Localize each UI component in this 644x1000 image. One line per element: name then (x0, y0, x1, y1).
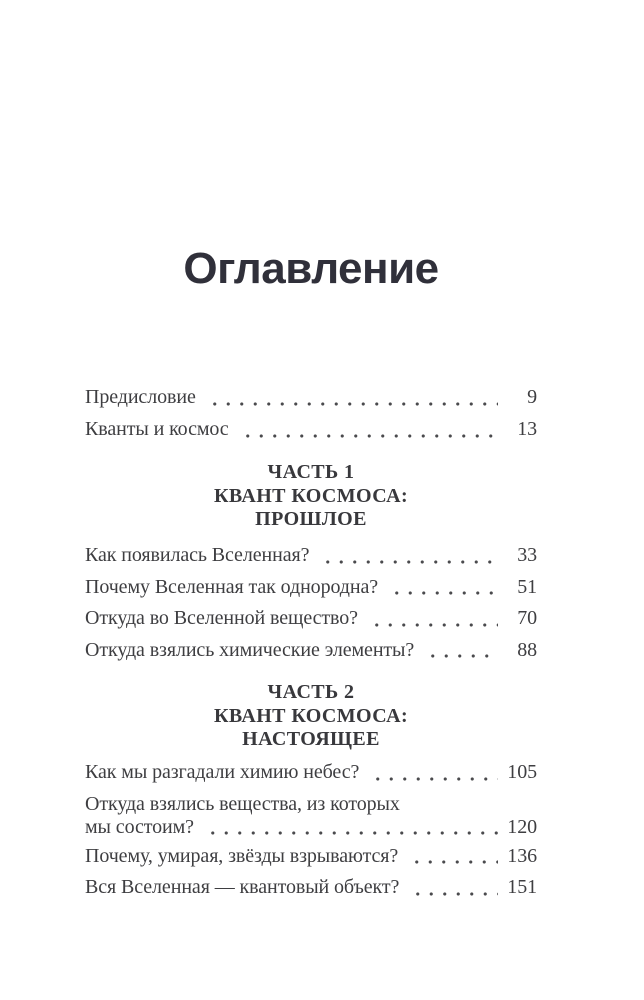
toc-entry (85, 576, 537, 599)
toc-entry-label: Откуда во Вселенной вещество? (85, 607, 358, 629)
toc-entry-page-number: 136 (507, 844, 537, 867)
toc-entry-label: Почему, умирая, звёзды взрываются? (85, 844, 399, 867)
dot-leader (238, 418, 498, 441)
toc-entry (85, 544, 537, 567)
part2-heading-line1: ЧАСТЬ 2 (267, 681, 355, 703)
toc-entry-label-line1: Откуда взялись вещества, из которых (85, 792, 400, 815)
toc-entry-label: Предисловие (85, 386, 196, 408)
toc-entry-page-number: 105 (507, 761, 537, 783)
dot-leader (407, 845, 498, 868)
dot-leader (368, 761, 498, 784)
toc-entry-label: Откуда взялись химические элементы? (85, 638, 415, 661)
toc-entry-page-number: 9 (527, 386, 537, 408)
toc-entry (85, 607, 537, 630)
dot-leader (408, 876, 498, 899)
toc-entry-label: Почему Вселенная так однородна? (85, 575, 379, 598)
part2-heading-line2: КВАНТ КОСМОСА: (214, 704, 408, 727)
part1-heading-line1: ЧАСТЬ 1 (267, 461, 355, 483)
dot-leader (387, 576, 498, 599)
toc-entry-label: Вся Вселенная — квантовый объект? (85, 876, 400, 898)
page-title: Оглавление (183, 244, 439, 293)
toc-entry-page-number: 33 (517, 544, 537, 566)
toc-entry (85, 386, 537, 409)
toc-entry (85, 761, 537, 784)
part1-heading (85, 461, 537, 532)
toc-entry-page-number: 88 (517, 638, 537, 661)
toc-entry (85, 793, 537, 839)
dot-leader (318, 544, 498, 567)
dot-leader (205, 386, 498, 409)
toc-entry-page-number: 70 (517, 607, 537, 629)
toc-entry-label: Как появилась Вселенная? (85, 544, 310, 566)
toc-entry (85, 418, 537, 441)
toc-entry-page-number: 120 (507, 815, 537, 838)
dot-leader (203, 816, 498, 839)
toc-entry-label: Как мы разгадали химию небес? (85, 761, 360, 783)
toc-entry-page-number: 151 (507, 876, 537, 898)
toc-entry (85, 639, 537, 662)
toc-entry-label: Кванты и космос (85, 418, 229, 440)
dot-leader (367, 607, 498, 630)
toc-entry (85, 876, 537, 899)
toc-entry-continuation (85, 816, 537, 839)
toc-entry-page-number: 51 (517, 575, 537, 598)
toc-entry-page-number: 13 (517, 418, 537, 440)
toc-entry-label-line2: мы состоим? (85, 815, 194, 838)
part2-heading (85, 681, 537, 752)
dot-leader (423, 639, 498, 662)
part1-heading-line2: КВАНТ КОСМОСА: (214, 484, 408, 507)
toc-part1-section (85, 544, 537, 670)
part2-heading-line3: НАСТОЯЩЕЕ (242, 728, 380, 750)
part1-heading-line3: ПРОШЛОЕ (255, 508, 367, 530)
toc-entry (85, 845, 537, 868)
toc-part2-section (85, 761, 537, 908)
toc-front-section (85, 386, 537, 450)
